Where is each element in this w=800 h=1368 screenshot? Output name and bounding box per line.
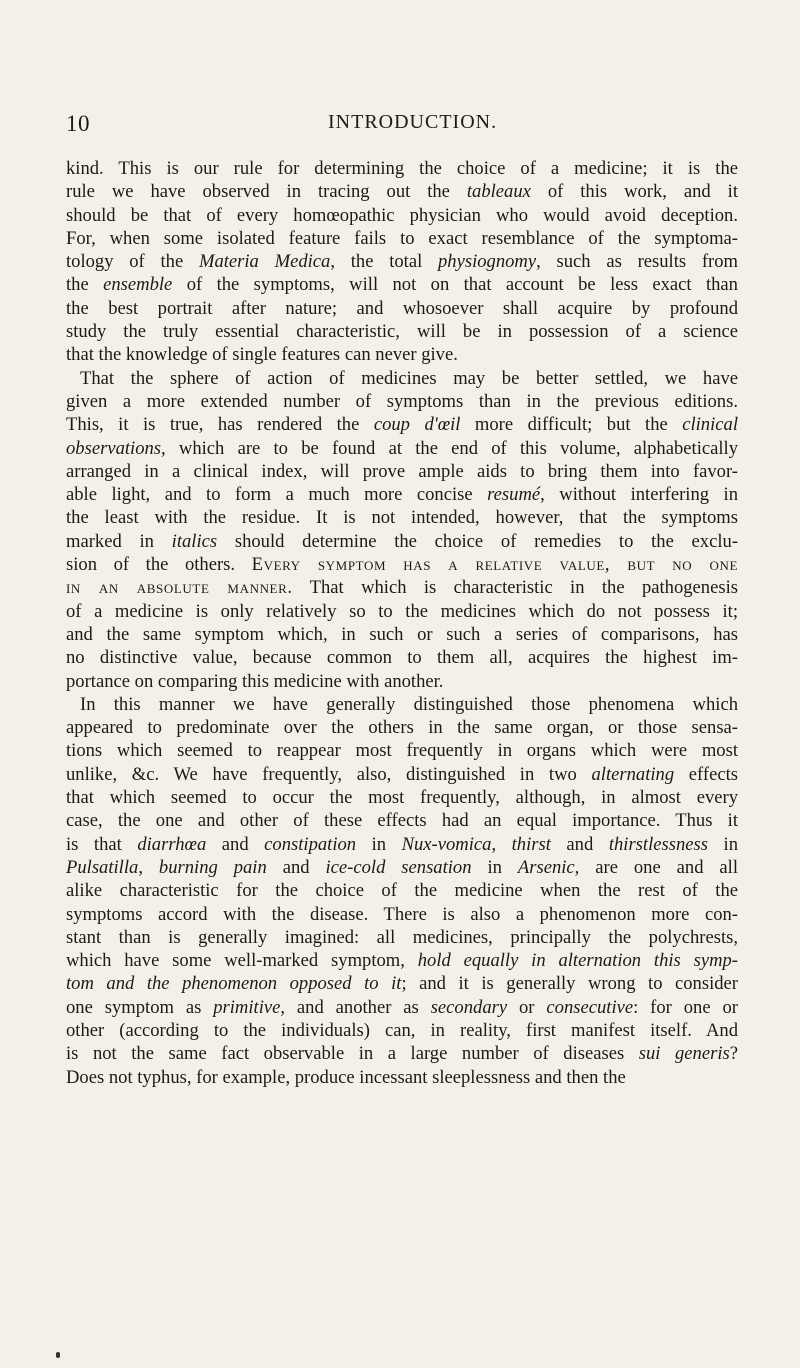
text-line (66, 530, 738, 553)
text-run: that which seemed to occur the most frequently, although, in almost every (66, 787, 738, 809)
text-line (66, 437, 738, 460)
text-run: arranged in a clinical index, will prove ample aids to bring them into favor- (66, 460, 738, 482)
text-run: kind. This is our rule for determining the choice of a medicine; it is the (66, 158, 738, 179)
italic-run: Arsenic (517, 856, 575, 878)
text-run: , (491, 833, 512, 855)
text-line (66, 786, 738, 809)
italic-run: thirst (511, 833, 551, 855)
italic-run: Materia Medica (198, 251, 331, 273)
text-run: ; and it is generally wrong to consider (401, 973, 739, 995)
italic-run: observations (66, 437, 162, 459)
text-run: symptoms accord with the disease. There is also a phenomenon more con- (66, 903, 738, 925)
text-run: and (206, 833, 265, 855)
italic-run: consecutive (546, 996, 634, 1018)
small-caps-run: Every symptom has a relative value, but no one (251, 554, 738, 576)
text-run: , which are to be found at the end of this volume, alphabetically (161, 437, 738, 459)
text-run: the (66, 274, 104, 296)
margin-mark (56, 1352, 60, 1358)
text-run: For, when some isolated feature fails to exact resemblance of the symptoma- (66, 227, 738, 249)
page-header (66, 111, 738, 137)
italic-run: hold equally in alternation this symp- (417, 950, 738, 972)
text-line (66, 903, 738, 926)
italic-run: ice-cold sensation (325, 856, 472, 878)
text-run: which have some well-marked symptom, (66, 950, 418, 972)
italic-run: clinical (682, 414, 738, 436)
text-line (66, 227, 738, 250)
text-run: ? (729, 1043, 738, 1065)
text-line (66, 623, 738, 646)
text-run: sion of the others. (66, 554, 252, 576)
text-line (66, 693, 738, 716)
text-line (66, 833, 738, 856)
text-run: case, the one and other of these effects had an equal importance. Thus it (66, 810, 738, 832)
text-line (66, 297, 738, 320)
text-line (66, 320, 738, 343)
text-run: the least with the residue. It is not intended, however, that the symptoms (66, 507, 738, 529)
italic-run: thirstlessness (608, 833, 708, 855)
italic-run: tableaux (466, 181, 531, 203)
text-line (66, 506, 738, 529)
text-line (66, 1019, 738, 1042)
text-line (66, 390, 738, 413)
text-line (66, 600, 738, 623)
text-line (66, 460, 738, 483)
text-run: Does not typhus, for example, produce incessant sleeplessness and then the (66, 1066, 626, 1088)
text-run: , such as results from (536, 251, 738, 273)
text-run: should be that of every homœopathic physician who would avoid deception. (66, 204, 738, 226)
text-line (66, 483, 738, 506)
small-caps-run: in an absolute manner. (66, 577, 293, 599)
text-run: , and another as (280, 996, 431, 1018)
italic-run: Pulsatilla (66, 856, 139, 878)
text-run: in (708, 833, 738, 855)
body-text (66, 157, 738, 1089)
text-line (66, 972, 738, 995)
italic-run: alternating (591, 763, 675, 785)
text-run: the best portrait after nature; and whosoever shall acquire by profound (66, 297, 738, 319)
text-line (66, 157, 738, 180)
text-line (66, 809, 738, 832)
text-run: and (266, 856, 326, 878)
text-line (66, 250, 738, 273)
text-run: tions which seemed to reappear most frequently in organs which were most (66, 740, 738, 762)
text-run: alike characteristic for the choice of the medicine when the rest of the (66, 880, 738, 902)
italic-run: tom and the phenomenon opposed to it (66, 973, 402, 995)
text-run: That the sphere of action of medicines may be better settled, we have (80, 367, 738, 389)
text-line (66, 576, 738, 599)
text-run: That which is characteristic in the pathogenesis (292, 577, 738, 599)
text-run: and (550, 833, 609, 855)
text-run: of the symptoms, will not on that account be less exact than (172, 274, 738, 296)
text-run: in (471, 856, 518, 878)
text-run: appeared to predominate over the others in the same organ, or those sensa- (66, 717, 738, 739)
text-run: study the truly essential characteristic, will be in possession of a science (66, 321, 738, 343)
text-run: should determine the choice of remedies to the exclu- (217, 530, 739, 552)
text-line (66, 413, 738, 436)
italic-run: constipation (264, 833, 357, 855)
text-line (66, 739, 738, 762)
text-line (66, 180, 738, 203)
text-line (66, 716, 738, 739)
text-line (66, 996, 738, 1019)
text-run: in (356, 833, 402, 855)
text-run: unlike, &c. We have frequently, also, distinguished in two (66, 763, 592, 785)
text-run: , without interfering in (540, 484, 738, 506)
text-line (66, 1066, 738, 1089)
text-line (66, 204, 738, 227)
text-line (66, 949, 738, 972)
text-line (66, 553, 738, 576)
text-line (66, 1042, 738, 1065)
italic-run: resumé (487, 484, 541, 506)
text-run: stant than is generally imagined: all medicines, principally the polychrests, (66, 926, 738, 948)
text-run: able light, and to form a much more concise (66, 484, 488, 506)
text-line (66, 646, 738, 669)
text-line (66, 367, 738, 390)
text-run: This, it is true, has rendered the (66, 414, 374, 436)
text-run: no distinctive value, because common to them all, acquires the highest im- (66, 647, 738, 669)
text-line (66, 273, 738, 296)
italic-run: coup d'œil (373, 414, 461, 436)
text-run: more difficult; but the (460, 414, 683, 436)
italic-run: burning pain (158, 856, 267, 878)
text-line (66, 670, 738, 693)
text-run: of a medicine is only relatively so to the medicines which do not possess it; (66, 600, 738, 622)
italic-run: diarrhœa (137, 833, 207, 855)
text-run: , (138, 856, 159, 878)
text-run: portance on comparing this medicine with another. (66, 670, 444, 692)
text-run: , are one and all (574, 856, 738, 878)
italic-run: sui generis (638, 1043, 730, 1065)
text-run: or (507, 996, 547, 1018)
text-run: is that (66, 833, 138, 855)
text-line (66, 879, 738, 902)
text-line (66, 763, 738, 786)
italic-run: physiognomy (438, 251, 537, 273)
text-run: : for one or (633, 996, 738, 1018)
italic-run: ensemble (103, 274, 173, 296)
text-run: of this work, and it (530, 181, 738, 203)
text-run: In this manner we have generally distinguished those phenomena which (80, 693, 738, 715)
text-run: is not the same fact observable in a large number of diseases (66, 1043, 639, 1065)
text-run: tology of the (66, 251, 199, 273)
text-run: that the knowledge of single features can never give. (66, 344, 458, 366)
italic-run: Nux-vomica (401, 833, 492, 855)
italic-run: primitive (213, 996, 281, 1018)
text-run: and the same symptom which, in such or such a series of comparisons, has (66, 623, 738, 645)
text-line (66, 343, 738, 366)
text-run: marked in (66, 530, 172, 552)
text-line (66, 856, 738, 879)
text-run: given a more extended number of symptoms than in the previous editions. (66, 390, 738, 412)
page-number: 10 (66, 111, 90, 136)
text-run: other (according to the individuals) can, in reality, first manifest itself. And (66, 1019, 738, 1041)
italic-run: italics (171, 530, 218, 552)
text-run: rule we have observed in tracing out the (66, 181, 467, 203)
text-run: , the total (330, 251, 438, 273)
text-line (66, 926, 738, 949)
text-run: effects (674, 763, 739, 785)
text-run: one symptom as (66, 996, 214, 1018)
italic-run: secondary (430, 996, 508, 1018)
running-head: INTRODUCTION. (328, 111, 498, 133)
